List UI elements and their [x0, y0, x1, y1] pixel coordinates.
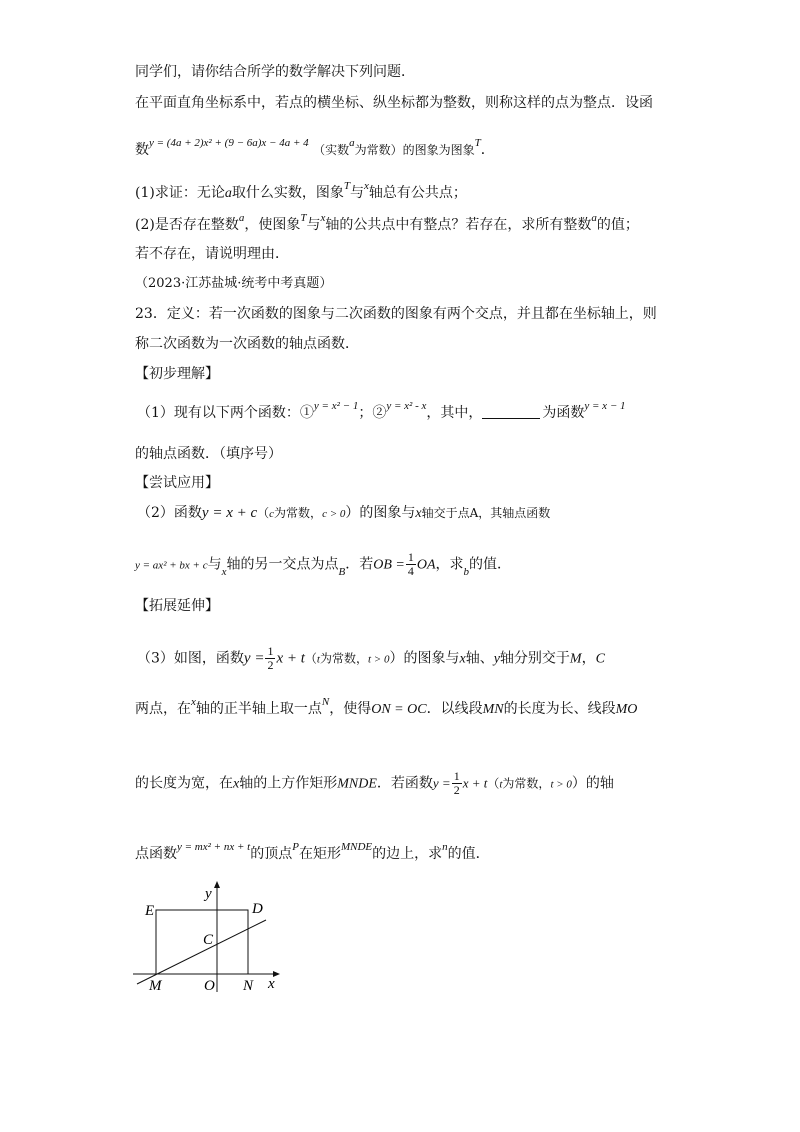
heading-initial-understanding: 【初步理解】	[135, 366, 219, 382]
y-axis-arrow	[214, 881, 220, 888]
label-e: E	[145, 903, 155, 919]
formula-y-quadratic: y = (4a + 2)x² + (9 − 6a)x − 4a + 4	[149, 137, 309, 149]
intro-line: 同学们，请你结合所学的数学解决下列问题．	[135, 64, 415, 80]
label-c: C	[203, 932, 214, 948]
definition-line: 在平面直角坐标系中，若点的横坐标、纵坐标都为整数，则称这样的点为整点．设函	[135, 95, 653, 111]
sub-question-1: （1）现有以下两个函数：①$^{y = x^2 - 1}$；②$^{y = x^2 - x}$，其中， 为函数$^{y = x - 1}$	[137, 400, 626, 421]
label-x: x	[268, 976, 275, 992]
fraction-one-half: $\frac{1}{2}$	[267, 644, 274, 672]
problem-23-line-1: 23．定义：若一次函数的图象与二次函数的图象有两个交点，并且都在坐标轴上，则	[135, 306, 657, 322]
answer-blank[interactable]	[482, 404, 540, 419]
sub-question-2-continued: y = ax² + bx + c与$_x$轴的另一交点为点$_B$．若OB = $\frac{1}{4}$ OA，求$_b$的值．	[135, 550, 512, 578]
label-y: y	[205, 886, 212, 902]
fraction-one-quarter: $\frac{1}{4}$	[407, 550, 414, 578]
fraction-one-half-2: $\frac{1}{2}$	[453, 769, 460, 797]
question-2: (2)是否存在整数$^a$，使图象$^T$与$^x$轴的公共点中有整点？若存在，求所有整数$^a$的值；	[135, 212, 639, 233]
geometry-figure	[125, 880, 295, 995]
heading-trial-application: 【尝试应用】	[135, 475, 219, 491]
sub-question-3-line-4: 点函数$^{y = mx^2 + nx + t}$的顶点$^P$在矩形$^{MNDE}$的边上，求$^n$的值．	[135, 841, 490, 862]
label-o: O	[204, 978, 215, 994]
label-n: N	[243, 978, 254, 994]
sub-question-1-continued: 的轴点函数．（填序号）	[135, 446, 282, 462]
problem-23-line-2: 称二次函数为一次函数的轴点函数．	[135, 336, 359, 352]
function-definition-line: 数$^{y = (4a + 2)x^2 + (9 - 6a)x - 4a + 4}$ （实数$^a$为常数）的图象为图象$^T$．	[135, 137, 495, 158]
rectangle-mnde	[156, 910, 248, 974]
source-note: （2023·江苏盐城·统考中考真题）	[135, 276, 333, 291]
sub-question-3-line-3: 的长度为宽，在x轴的上方作矩形MNDE．若函数y = $\frac{1}{2}$ x + t（t为常数，t > 0）的轴	[135, 769, 614, 797]
question-1: (1)求证：无论a取什么实数，图象$^T$与$^x$轴总有公共点；	[135, 180, 467, 201]
sub-question-2: （2）函数y = x + c（c为常数，c > 0）的图象与x轴交于点A，其轴点函数	[137, 505, 551, 521]
question-2-continued: 若不存在，请说明理由．	[135, 246, 289, 262]
label-d: D	[252, 901, 263, 917]
sub-question-3: （3）如图，函数y = $\frac{1}{2}$ x + t（t为常数，t > 0）的图象与x轴、y轴分别交于M，C	[137, 644, 605, 672]
sub-question-3-continued: 两点，在$^x$轴的正半轴上取一点$^N$，使得ON = OC．以线段MN的长度为长、线段MO	[135, 696, 638, 717]
heading-extension: 【拓展延伸】	[135, 598, 219, 614]
label-m: M	[149, 978, 162, 994]
